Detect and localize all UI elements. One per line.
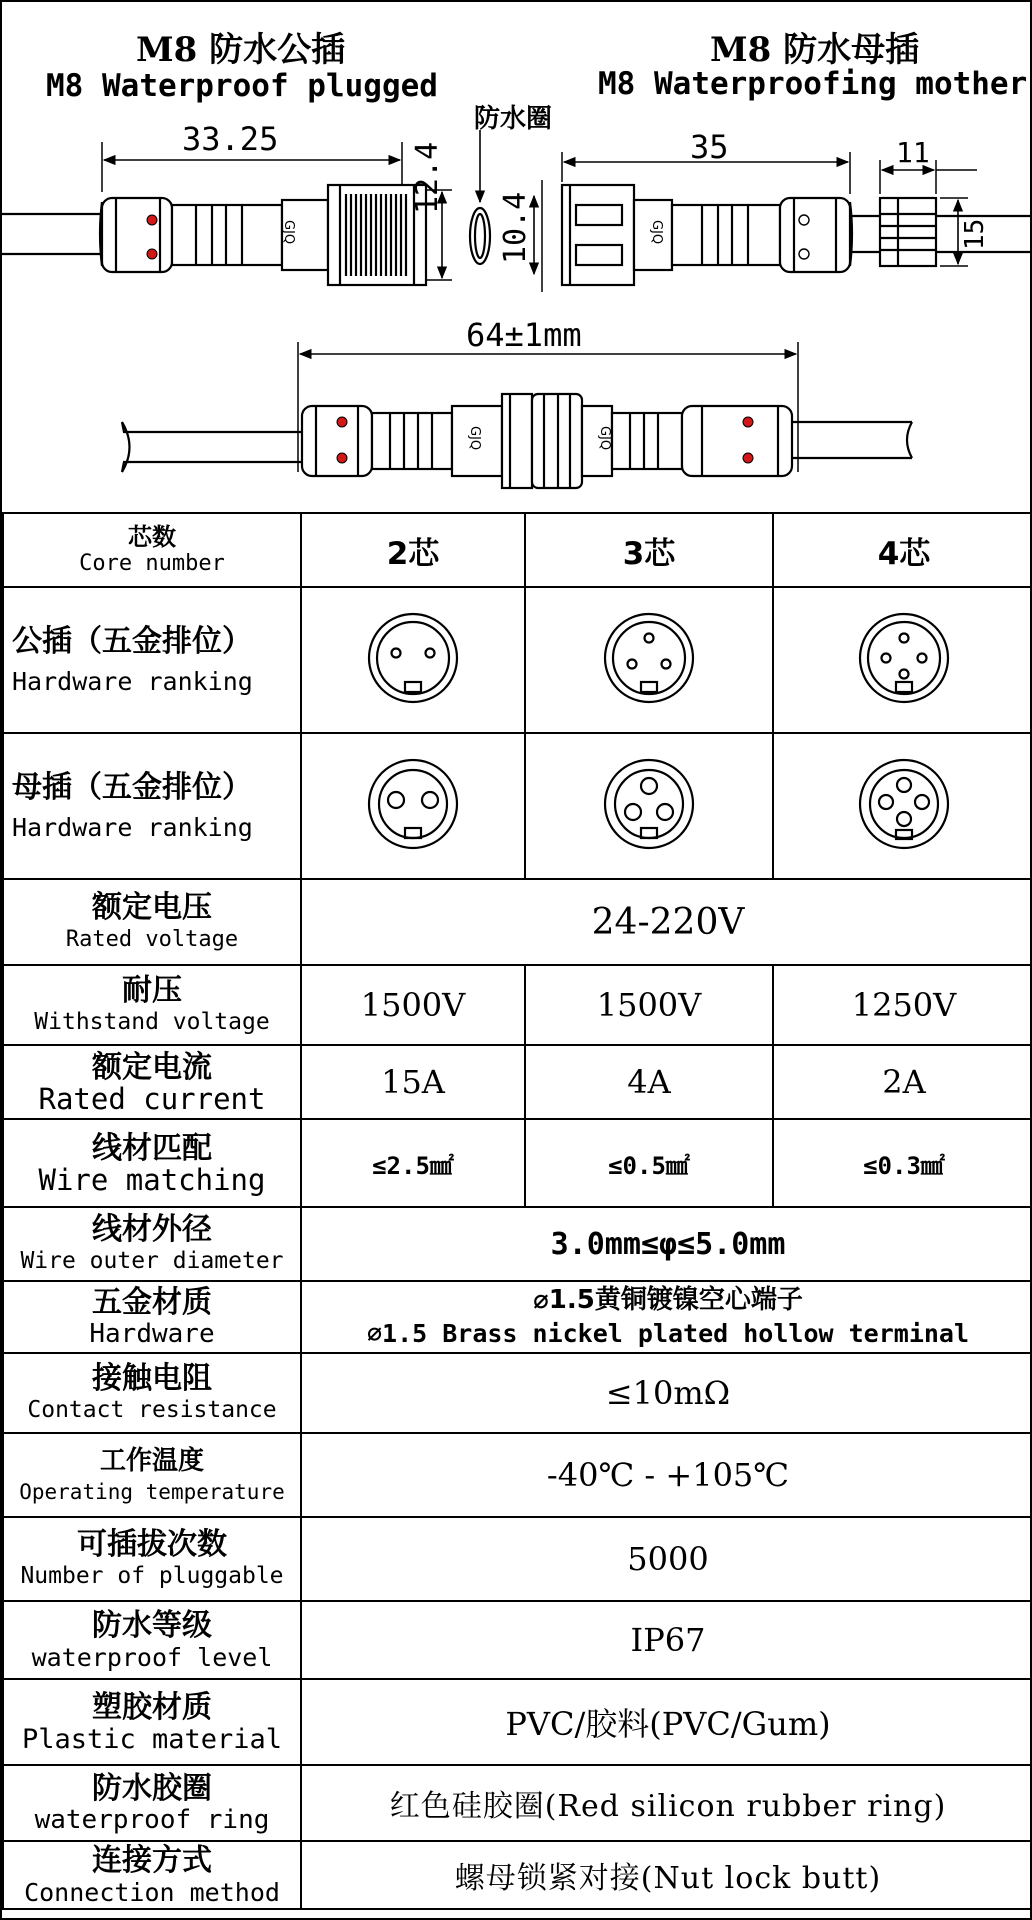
male-pinout-2-icon <box>363 608 463 708</box>
dim-male-diameter: 12.4 <box>410 141 445 214</box>
brand-mark-female: GJQ <box>649 220 664 245</box>
female-title-en: M8 Waterproofing mother <box>598 66 1028 102</box>
row-plastic <box>3 1679 1032 1765</box>
row-wire-matching <box>3 1119 1032 1207</box>
male-pinout-4-icon <box>854 608 954 708</box>
ip-value: IP67 <box>630 1621 706 1659</box>
label-withstand-voltage: 耐压 Withstand voltage <box>3 965 301 1045</box>
row-male-hardware <box>3 587 1032 733</box>
core-3: 3芯 <box>622 535 676 572</box>
plastic-value: PVC/胶料(PVC/Gum) <box>505 1705 831 1743</box>
row-cycles <box>3 1517 1032 1601</box>
spec-table <box>2 512 1032 1910</box>
label-waterproof-ring: 防水胶圈 waterproof ring <box>3 1765 301 1841</box>
label-ip: 防水等级 waterproof level <box>3 1601 301 1679</box>
hardware-value-en: ⌀1.5 Brass nickel plated hollow terminal <box>366 1319 970 1348</box>
dim-male-length: 33.25 <box>182 120 279 158</box>
row-female-hardware <box>3 733 1032 879</box>
label-wire-od: 线材外径 Wire outer diameter <box>3 1207 301 1281</box>
current-4: 2A <box>882 1063 926 1101</box>
dim-nut-diameter: 15 <box>960 218 990 250</box>
connection-value: 螺母锁紧对接(Nut lock butt) <box>454 1861 882 1896</box>
male-pin-3 <box>525 587 773 733</box>
male-title-en: M8 Waterproof plugged <box>46 68 438 104</box>
brand-mark-assembled-left: GJQ <box>467 426 482 451</box>
wire-od-value: 3.0mm≤φ≤5.0mm <box>550 1226 786 1262</box>
female-pin-4 <box>773 733 1032 879</box>
female-pin-3 <box>525 733 773 879</box>
hardware-value-zh: ⌀1.5黄铜镀镍空心端子 <box>533 1285 803 1315</box>
rated-voltage-value: 24-220V <box>591 901 745 943</box>
core-2: 2芯 <box>386 535 440 572</box>
row-rated-current <box>3 1045 1032 1119</box>
brand-mark-male: GJQ <box>281 220 296 245</box>
current-2: 15A <box>381 1063 445 1101</box>
ring-value: 红色硅胶圈(Red silicon rubber ring) <box>389 1789 947 1824</box>
label-female-hardware: 母插（五金排位） Hardware ranking <box>3 733 301 879</box>
row-contact-resistance <box>3 1353 1032 1433</box>
female-title-zh: M8 防水母插 <box>710 30 920 70</box>
ring-label: 防水圈 <box>474 104 553 134</box>
row-wire-od <box>3 1207 1032 1281</box>
temp-value: -40℃ - +105℃ <box>546 1456 790 1494</box>
core-4: 4芯 <box>877 535 931 572</box>
row-connection <box>3 1841 1032 1909</box>
male-pinout-3-icon <box>599 608 699 708</box>
label-connection: 连接方式 Connection method <box>3 1841 301 1909</box>
row-core-number <box>3 513 1032 587</box>
row-ip <box>3 1601 1032 1679</box>
withstand-4: 1250V <box>851 986 957 1024</box>
wire-match-3: ≤0.5㎟ <box>608 1151 690 1180</box>
label-male-hardware: 公插（五金排位） Hardware ranking <box>3 587 301 733</box>
row-withstand-voltage <box>3 965 1032 1045</box>
male-title-zh: M8 防水公插 <box>136 30 346 70</box>
contact-value: ≤10mΩ <box>605 1374 731 1412</box>
dim-female-diameter: 10.4 <box>498 191 533 264</box>
label-hardware-material: 五金材质 Hardware <box>3 1281 301 1353</box>
withstand-2: 1500V <box>360 986 466 1024</box>
male-pin-2 <box>301 587 525 733</box>
row-hardware-material <box>3 1281 1032 1353</box>
label-plastic: 塑胶材质 Plastic material <box>3 1679 301 1765</box>
connector-drawing <box>2 2 1032 512</box>
dim-female-length: 35 <box>690 128 729 166</box>
label-cycles: 可插拔次数 Number of pluggable <box>3 1517 301 1601</box>
label-wire-matching: 线材匹配 Wire matching <box>3 1119 301 1207</box>
male-plug-drawing <box>2 142 452 285</box>
label-rated-current: 额定电流 Rated current <box>3 1045 301 1119</box>
wire-match-2: ≤2.5㎟ <box>372 1151 454 1180</box>
current-3: 4A <box>627 1063 671 1101</box>
female-pinout-3-icon <box>599 754 699 854</box>
brand-mark-assembled-right: GJQ <box>597 426 612 451</box>
female-socket-drawing <box>534 152 1032 292</box>
row-waterproof-ring <box>3 1765 1032 1841</box>
assembled-connector-drawing <box>122 342 912 488</box>
female-pinout-4-icon <box>854 754 954 854</box>
dim-total-length: 64±1mm <box>466 316 582 354</box>
withstand-3: 1500V <box>596 986 702 1024</box>
label-operating-temp: 工作温度 Operating temperature <box>3 1433 301 1517</box>
female-pinout-2-icon <box>363 754 463 854</box>
waterproof-ring-drawing <box>470 130 490 264</box>
dim-nut-length: 11 <box>896 136 930 169</box>
label-rated-voltage: 额定电压 Rated voltage <box>3 879 301 965</box>
cycles-value: 5000 <box>627 1540 709 1578</box>
label-core-number: 芯数 Core number <box>3 513 301 587</box>
row-operating-temp <box>3 1433 1032 1517</box>
row-rated-voltage <box>3 879 1032 965</box>
label-contact-resistance: 接触电阻 Contact resistance <box>3 1353 301 1433</box>
male-pin-4 <box>773 587 1032 733</box>
wire-match-4: ≤0.3㎟ <box>863 1151 945 1180</box>
female-pin-2 <box>301 733 525 879</box>
